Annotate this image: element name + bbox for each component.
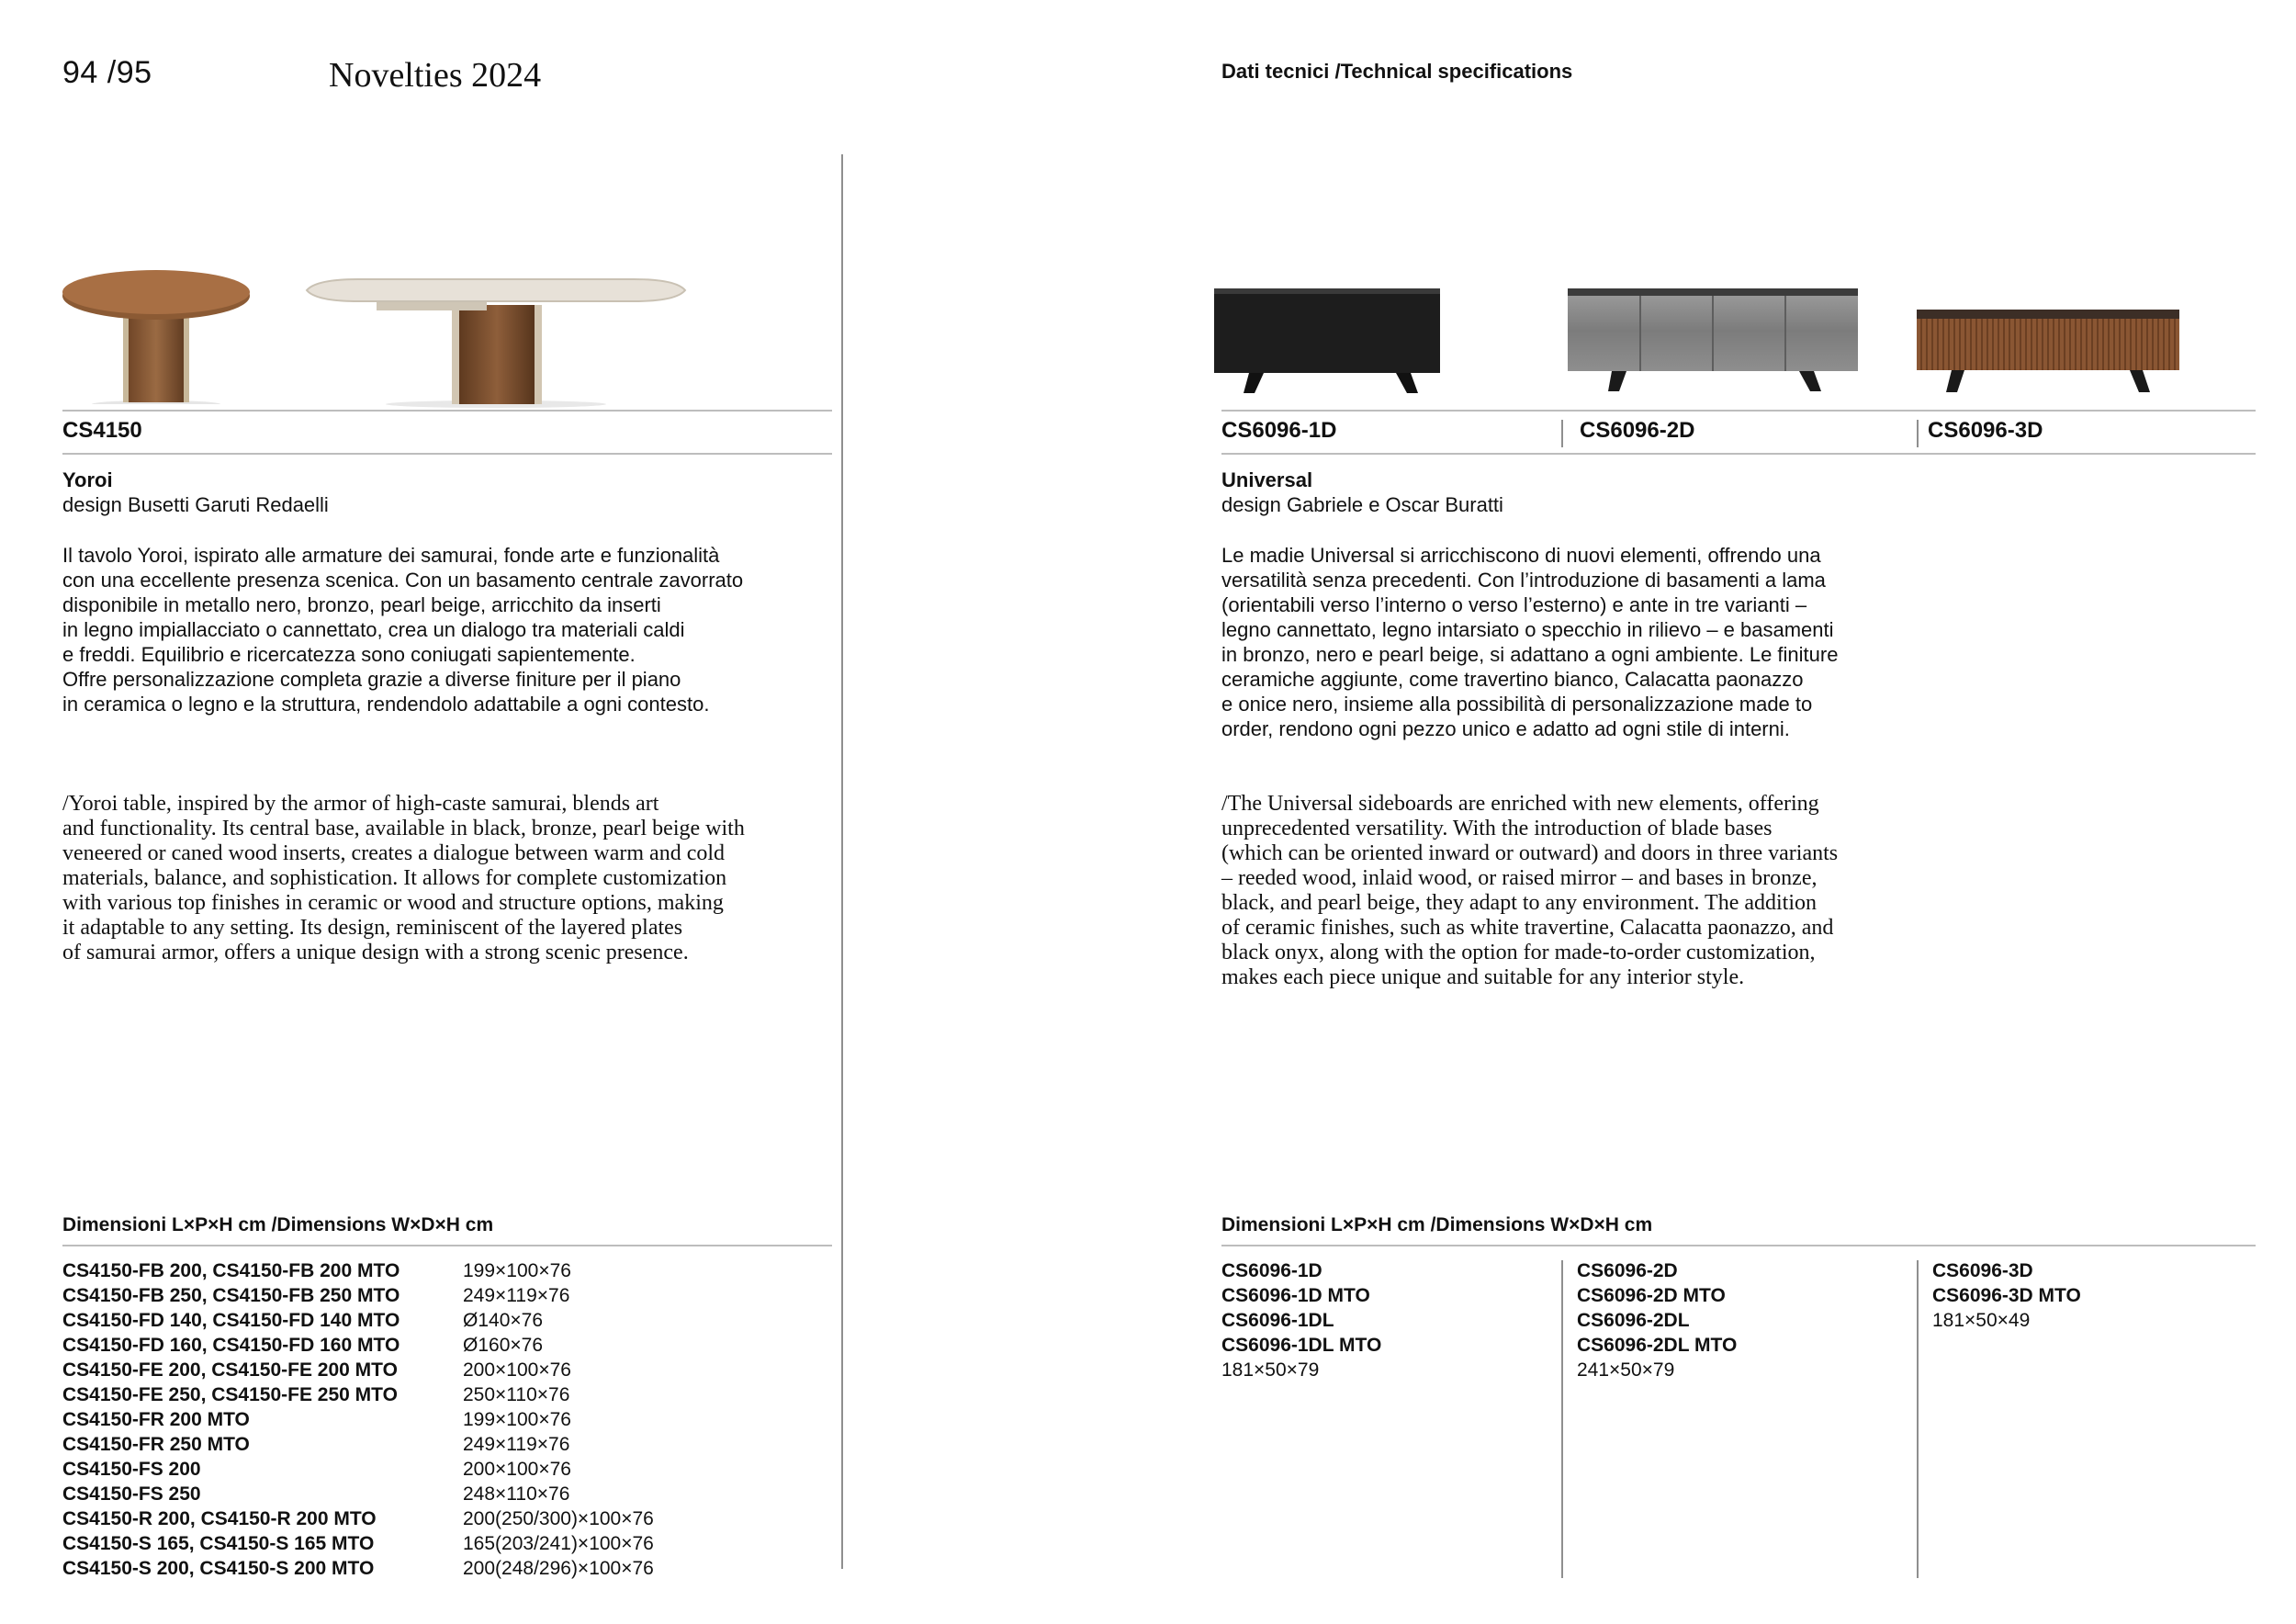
- sideboard-1d-image: [1212, 285, 1442, 395]
- dimensions-column-2d: CS6096-2D CS6096-2D MTO CS6096-2DL CS6096-2DL MTO 241×50×79: [1577, 1260, 1738, 1381]
- table-row: CS4150-FB 250, CS4150-FB 250 MTO 249×119×76: [62, 1285, 570, 1306]
- dimensions-table: [62, 1258, 654, 1581]
- table-row: CS4150-FS 250 248×110×76: [62, 1483, 570, 1505]
- table-row: CS4150-FR 200 MTO 199×100×76: [62, 1409, 571, 1430]
- english-description: /Yoroi table, inspired by the armor of high-caste samurai, blends art and functionality. Its central base, available in black, bronze, pearl beige with veneered or caned wood inserts, creates a dialogue between warm and cold materials, balance, and sophistication. It allows for complete customization with various top finishes in ceramic or wood and structure options, making it adaptable to any setting. Its design, reminiscent of the layered plates of samurai armor, offers a unique design with a strong scenic presence.: [62, 792, 745, 964]
- table-row: CS4150-FR 250 MTO 249×119×76: [62, 1434, 570, 1455]
- code-separator: [1561, 420, 1563, 447]
- italian-description: Il tavolo Yoroi, ispirato alle armature dei samurai, fonde arte e funzionalità con una eccellente presenza scenica. Con un basamento centrale zavorrato disponibile in metallo nero, bronzo, pearl beige, arricchito da inserti in legno impiallacciato o cannettato, crea un dialogo tra materiali caldi e freddi. Equilibrio e ricercatezza sono coniugati sapientemente. Offre personalizzazione completa grazie a diverse finiture per il piano in ceramica o legno e la struttura, rendendolo adattabile a ogni contesto.: [62, 544, 744, 716]
- code-top-rule: [62, 410, 832, 412]
- page-divider: [841, 154, 843, 1569]
- english-description-right: /The Universal sideboards are enriched with new elements, offering unprecedented versatility. With the introduction of blade bases (which can be oriented inward or outward) and doors in three variants – reeded wood, inlaid wood, or raised mirror – and bases in bronze, black, and pearl beige, they adapt to any environment. The addition of ceramic finishes, such as white travertine, Calacatta paonazzo, and black onyx, along with the option for made-to-order customization, makes each piece unique and suitable for any interior style.: [1221, 792, 1839, 989]
- code-bottom-rule: [62, 453, 832, 455]
- yoroi-round-table-image: [55, 266, 257, 404]
- table-row: CS4150-FD 160, CS4150-FD 160 MTO Ø160×76: [62, 1335, 543, 1356]
- table-row: CS4150-FD 140, CS4150-FD 140 MTO Ø140×76: [62, 1310, 543, 1331]
- dimensions-column-3d: CS6096-3D CS6096-3D MTO 181×50×49: [1932, 1260, 2081, 1331]
- column-divider: [1561, 1260, 1563, 1578]
- italian-description-right: Le madie Universal si arricchiscono di nuovi elementi, offrendo una versatilità senza precedenti. Con l’introduzione di basamenti a lama (orientabili verso l’interno o verso l’esterno) e ante in tre varianti – legno cannettato, legno intarsiato o specchio in rilievo – e basamenti in bronzo, nero e pearl beige, si adattano a ogni ambiente. Le finiture ceramiche aggiunte, come travertino bianco, Calacatta paonazzo e onice nero, insieme alla possibilità di personalizzazione made to order, rendono ogni pezzo unico e adatto ad ogni stile di interni.: [1221, 544, 1839, 740]
- product-code: CS4150: [62, 418, 142, 443]
- sideboard-2d-image: [1566, 285, 1860, 395]
- code-separator: [1917, 420, 1919, 447]
- table-row: CS4150-FE 250, CS4150-FE 250 MTO 250×110×76: [62, 1384, 570, 1405]
- dimensions-rule-right: [1221, 1245, 2256, 1246]
- dimensions-rule: [62, 1245, 832, 1246]
- code-bottom-rule-right: [1221, 453, 2256, 455]
- product-designer-right: design Gabriele e Oscar Buratti: [1221, 493, 1503, 516]
- table-row: CS4150-FS 200 200×100×76: [62, 1459, 571, 1480]
- table-row: CS4150-S 165, CS4150-S 165 MTO 165(203/241)×100×76: [62, 1533, 654, 1554]
- table-row: CS4150-S 200, CS4150-S 200 MTO 200(248/296)×100×76: [62, 1558, 654, 1579]
- product-code-3d: CS6096-3D: [1928, 418, 2043, 443]
- catalog-title: Novelties 2024: [329, 56, 542, 95]
- table-row: CS4150-FE 200, CS4150-FE 200 MTO 200×100×76: [62, 1359, 571, 1381]
- product-name: Yoroi: [62, 468, 113, 491]
- column-divider: [1917, 1260, 1919, 1578]
- yoroi-extendable-table-image: [303, 276, 689, 409]
- product-code-2d: CS6096-2D: [1580, 418, 1695, 443]
- product-code-1d: CS6096-1D: [1221, 418, 1337, 443]
- sideboard-3d-image: [1915, 308, 2181, 400]
- table-row: CS4150-FB 200, CS4150-FB 200 MTO 199×100×76: [62, 1260, 571, 1281]
- dimensions-title-right: Dimensioni L×P×H cm /Dimensions W×D×H cm: [1221, 1214, 1653, 1235]
- spec-section-title: Dati tecnici /Technical specifications: [1221, 60, 1573, 83]
- table-row: CS4150-R 200, CS4150-R 200 MTO 200(250/300)×100×76: [62, 1508, 654, 1529]
- code-top-rule-right: [1221, 410, 2256, 412]
- product-designer: design Busetti Garuti Redaelli: [62, 493, 329, 516]
- page-numbers: 94 /95: [62, 55, 152, 90]
- dimensions-title: Dimensioni L×P×H cm /Dimensions W×D×H cm: [62, 1214, 494, 1235]
- dimensions-column-1d: CS6096-1D CS6096-1D MTO CS6096-1DL CS6096-1DL MTO 181×50×79: [1221, 1260, 1382, 1381]
- product-name-right: Universal: [1221, 468, 1313, 491]
